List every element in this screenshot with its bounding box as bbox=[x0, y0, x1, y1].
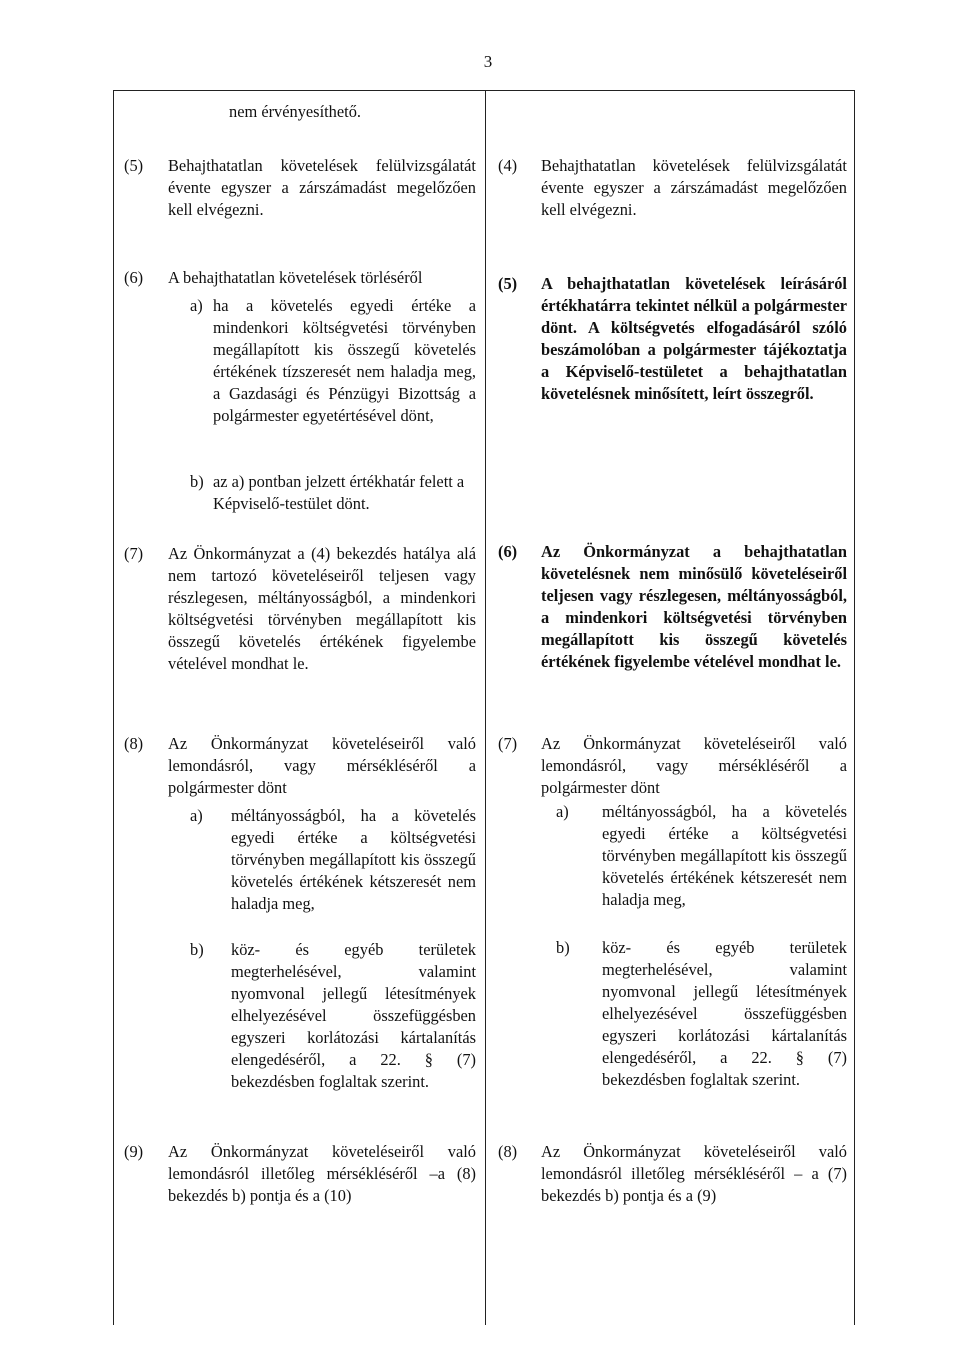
paragraph-number: (9) bbox=[124, 1142, 144, 1161]
paragraph-text: Az Önkormányzat követeléseiről való lemondásról illetőleg mérsékléséről – a (7) bekezdés b) pontja és a (9) bbox=[541, 1142, 847, 1205]
paragraph-intro: Az Önkormányzat követeléseiről való lemondásról, vagy mérsékléséről a polgármester dönt bbox=[541, 734, 847, 797]
paragraph-number: (5) bbox=[498, 274, 518, 293]
page-number: 3 bbox=[483, 52, 493, 71]
list-label: b) bbox=[556, 938, 570, 957]
paragraph-number: (6) bbox=[498, 542, 518, 561]
paragraph-text: A behajthatatlan követelések leírásáról értékhatárra tekintet nélkül a polgármester dönt. A költségvetés elfogadásáról szóló beszámolóban a polgármester tájékoztatja a Képviselő-testületet a behajthatatlan követelésnek minősített, leírt összegről. bbox=[541, 274, 847, 403]
left-carry-over-text: nem érvényesíthető. bbox=[229, 102, 361, 121]
list-text: méltányosságból, ha a követelés egyedi értéke a költségvetési törvényben megállapított kis összegű követelés értékének kétszeresét nem haladja meg, bbox=[602, 802, 847, 909]
list-text: méltányosságból, ha a követelés egyedi értéke a költségvetési törvényben megállapított kis összegű követelés értékének kétszeresét nem haladja meg, bbox=[231, 806, 476, 913]
list-label: b) bbox=[190, 940, 204, 959]
list-label: b) bbox=[190, 472, 204, 491]
paragraph-intro: A behajthatatlan követelések törléséről bbox=[168, 268, 423, 287]
paragraph-text: Behajthatatlan követelések felülvizsgálatát évente egyszer a zárszámadást megelőzően kell elvégezni. bbox=[541, 156, 847, 219]
paragraph-number: (7) bbox=[498, 734, 518, 753]
list-label: a) bbox=[190, 806, 203, 825]
paragraph-text: Az Önkormányzat követeléseiről való lemondásról illetőleg mérsékléséről –a (8) bekezdés b) pontja és a (10) bbox=[168, 1142, 476, 1205]
paragraph-number: (8) bbox=[498, 1142, 518, 1161]
paragraph-text: Az Önkormányzat a (4) bekezdés hatálya alá nem tartozó követeléseiről teljesen vagy részlegesen, méltányosságból, a mindenkori költségvetési törvényben megállapított kis összegű követelés értékének figyelembe vételével mondhat le. bbox=[168, 544, 476, 673]
list-label: a) bbox=[190, 296, 203, 315]
list-text: az a) pontban jelzett értékhatár felett a Képviselő-testület dönt. bbox=[213, 472, 465, 513]
paragraph-number: (4) bbox=[498, 156, 518, 175]
paragraph-number: (8) bbox=[124, 734, 144, 753]
list-text: köz- és egyéb területek megterhelésével, valamint nyomvonal jellegű létesítmények elhelyezésével összefüggésben egyszeri korlátozási kártalanítás elengedéséről, a 22. § (7) bekezdésben foglaltak szerint. bbox=[231, 940, 476, 1091]
list-text: ha a követelés egyedi értéke a mindenkori költségvetési törvényben megállapított kis összegű követelés értékének tízszeresét nem haladja meg, a Gazdasági és Pénzügyi Bizottság a polgármester egyetértésével dönt, bbox=[213, 296, 476, 425]
paragraph-number: (7) bbox=[124, 544, 144, 563]
list-label: a) bbox=[556, 802, 569, 821]
paragraph-text: Az Önkormányzat a behajthatatlan követelésnek nem minősülő követeléseiről teljesen vagy részlegesen, méltányosságból, a mindenkori költségvetési törvényben megállapított kis összegű követelés értékének figyelembe vételével mondhat le. bbox=[541, 542, 847, 671]
paragraph-number: (6) bbox=[124, 268, 144, 287]
paragraph-text: Behajthatatlan követelések felülvizsgálatát évente egyszer a zárszámadást megelőzően kell elvégezni. bbox=[168, 156, 476, 219]
comparison-table bbox=[113, 90, 855, 1325]
list-text: köz- és egyéb területek megterhelésével, valamint nyomvonal jellegű létesítmények elhelyezésével összefüggésben egyszeri korlátozási kártalanítás elengedéséről, a 22. § (7) bekezdésben foglaltak szerint. bbox=[602, 938, 847, 1089]
paragraph-intro: Az Önkormányzat követeléseiről való lemondásról, vagy mérsékléséről a polgármester dönt bbox=[168, 734, 476, 797]
paragraph-number: (5) bbox=[124, 156, 144, 175]
